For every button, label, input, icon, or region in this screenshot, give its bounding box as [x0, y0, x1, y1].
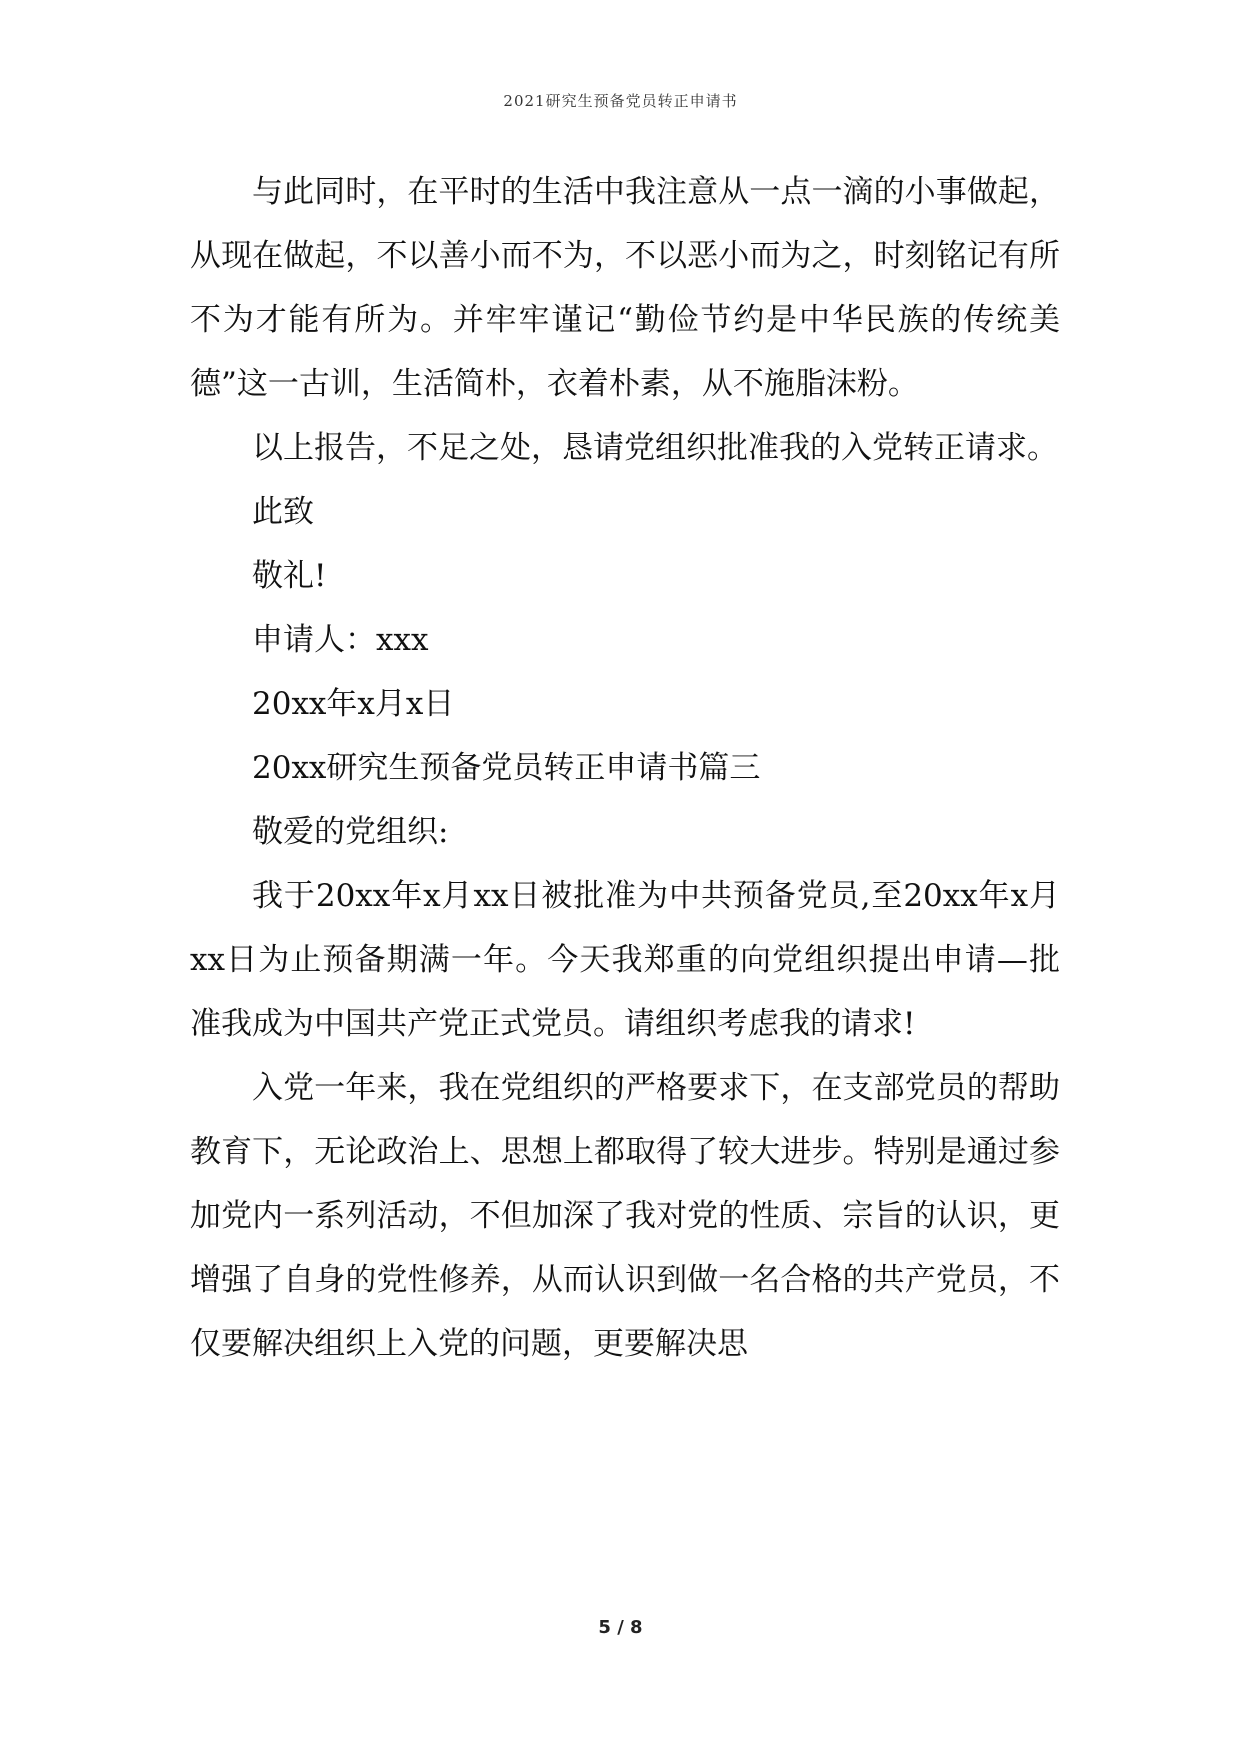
- paragraph-progress: 入党一年来，我在党组织的严格要求下，在支部党员的帮助教育下，无论政治上、思想上都取得了较大进步。特别是通过参加党内一系列活动，不但加深了我对党的性质、宗旨的认识，更增强了自身的党性修养，从而认识到做一名合格的共产党员，不仅要解决组织上入党的问题，更要解决思: [190, 1070, 1060, 1362]
- page-number: 5 / 8: [598, 1617, 643, 1638]
- document-body: [190, 160, 1060, 1376]
- section-title: 20xx研究生预备党员转正申请书篇三: [252, 750, 761, 786]
- paragraph-application: 我于20xx年x月xx日被批准为中共预备党员,至20xx年x月xx日为止预备期满一年。今天我郑重的向党组织提出申请—批准我成为中国共产党正式党员。请组织考虑我的请求!: [190, 878, 1060, 1042]
- paragraph-report-closing: 以上报告，不足之处，恳请党组织批准我的入党转正请求。: [252, 430, 1058, 466]
- salutation-cizhi: 此致: [252, 494, 314, 530]
- page-header-title: 2021研究生预备党员转正申请书: [503, 92, 738, 110]
- salutation-jingli: 敬礼!: [252, 558, 327, 594]
- applicant-line: 申请人：xxx: [252, 622, 429, 658]
- paragraph-frugality: 与此同时，在平时的生活中我注意从一点一滴的小事做起，从现在做起，不以善小而不为，不以恶小而为之，时刻铭记有所不为才能有所为。并牢牢谨记“勤俭节约是中华民族的传统美德”这一古训，生活简朴，衣着朴素，从不施脂沫粉。: [190, 174, 1060, 402]
- greeting-line: 敬爱的党组织:: [252, 814, 449, 850]
- date-line: 20xx年x月x日: [252, 686, 455, 722]
